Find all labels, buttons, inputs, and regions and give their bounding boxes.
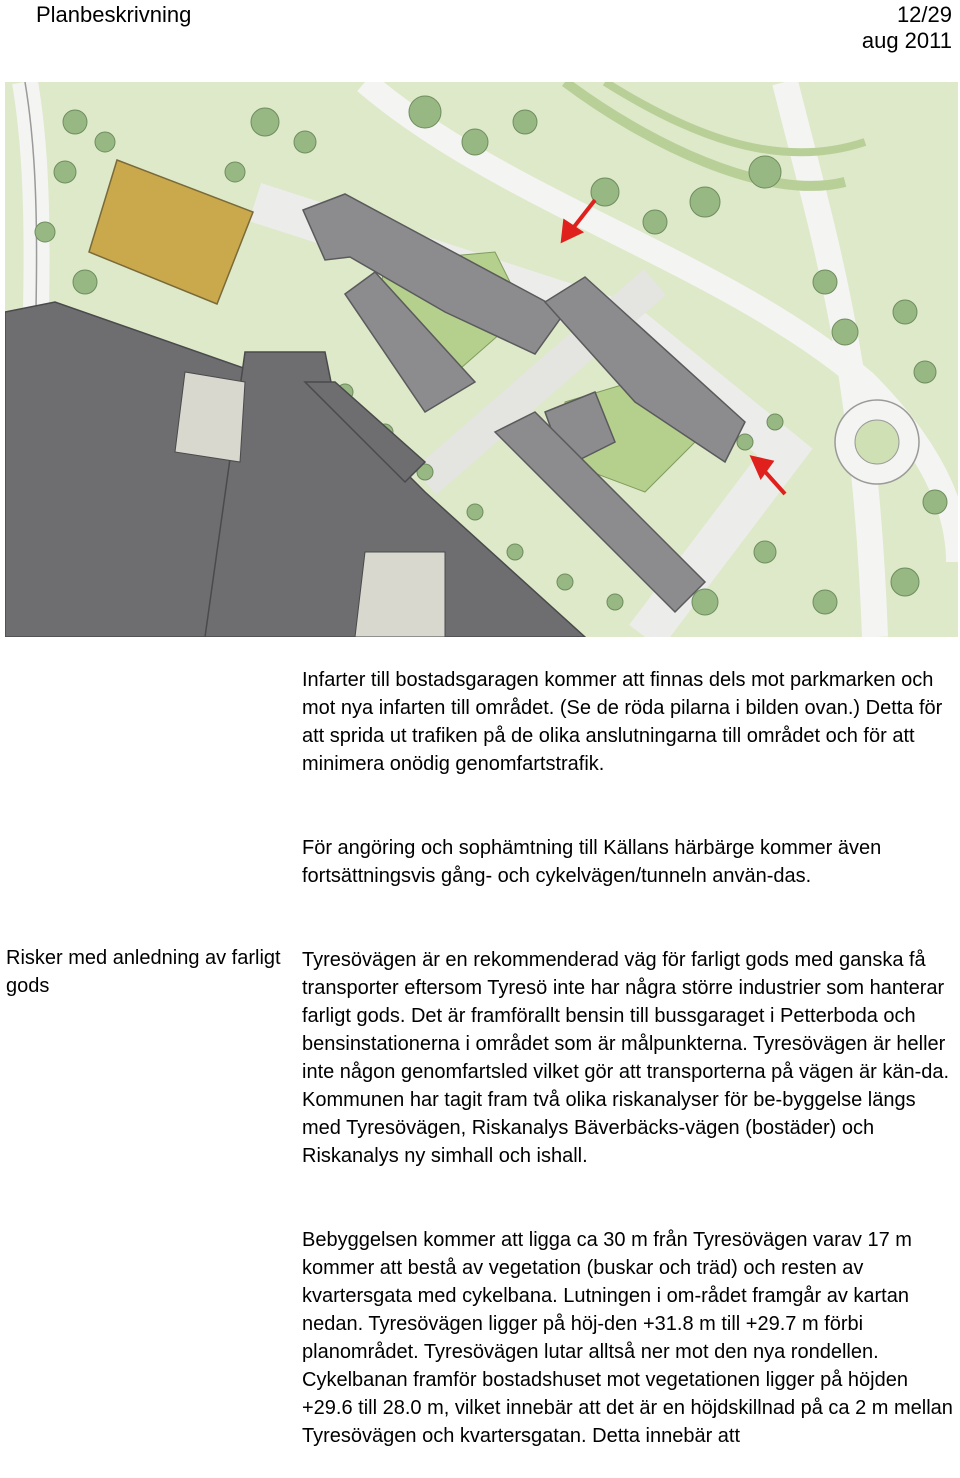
document-title: Planbeskrivning [36,2,192,27]
paragraph-text: Bebyggelsen kommer att ligga ca 30 m från Tyresövägen varav 17 m kommer att bestå av vegetation (buskar och träd) och resten av kvartersgata med cykelbana. Lutningen i om-rådet framgår av kartan nedan. Tyresövägen ligger på höj-den +31.8 m till +29.7 m förbi planområdet. Tyresövägen lutar alltså ner mot den nya rondellen. Cykelbanan framför bostadshuset mot vegetationen ligger på höjden +29.6 till 28.0 m, vilket innebär att det är en höjdskillnad på ca 2 m mellan Tyresövägen och kvartersgatan. Detta innebär att [302,1229,953,1447]
elevation-paragraph [302,1226,958,1450]
paragraph-text: Infarter till bostadsgaragen kommer att finnas dels mot parkmarken och mot nya infarten till området. (Se de röda pilarna i bilden ovan.) Detta för att sprida ut trafiken på de olika anslutningarna till området och för att minimera onödig genomfartstrafik. [302,669,943,775]
paragraph-text: För angöring och sophämtning till Källans härbärge kommer även fortsättningsvis gång- och cykelvägen/tunneln använ-das. [302,837,882,887]
page-number: 12/29 [896,2,952,27]
garage-entrances-paragraph [302,666,958,778]
hazardous-goods-paragraph [302,946,958,1170]
site-plan-map [5,82,958,637]
service-access-paragraph [302,834,958,890]
document-date: aug 2011 [861,28,952,53]
section-heading-hazardous-goods: Risker med anledning av farligt gods [6,947,281,997]
page-meta [862,2,952,54]
paragraph-text: Tyresövägen är en rekommenderad väg för farligt gods med ganska få transporter eftersom Tyresö inte har några större industrier som hanterar farligt gods. Det är framförallt bensin till bussgaraget i Petterboda och bensinstationerna i området som är målpunkterna. Tyresövägen är heller inte någon genomfartsled vilket gör att transporterna på vägen är kän-da. Kommunen har tagit fram två olika riskanalyser för be-byggelse längs med Tyresövägen, Riskanalys Bäverbäcks-vägen (bostäder) och Riskanalys ny simhall och ishall. [302,949,950,1167]
